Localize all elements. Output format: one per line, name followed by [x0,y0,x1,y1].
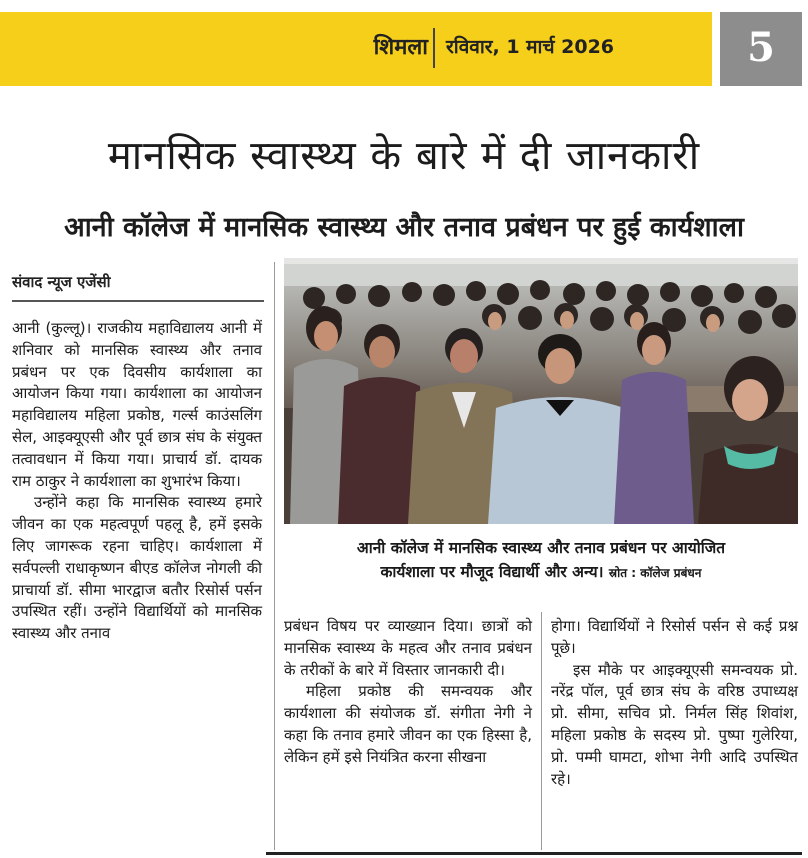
subheadline: आनी कॉलेज में मानसिक स्वास्थ्य और तनाव प्रबंधन पर हुई कार्यशाला [64,212,744,243]
column-divider [274,262,275,850]
article-column-2 [284,616,532,769]
paragraph: आनी (कुल्लू)। राजकीय महाविद्यालय आनी में शनिवार को मानसिक स्वास्थ्य और तनाव प्रबंधन पर एक दिवसीय कार्यशाला का आयोजन किया गया। कार्यशाला का आयोजन महाविद्यालय महिला प्रकोष्ठ, गर्ल्स काउंसलिंग सेल, आइक्यूएसी और पूर्व छात्र संघ के संयुक्त तत्वावधान में किया गया। प्राचार्य डॉ. दायक राम ठाकुर ने कार्यशाला का शुभारंभ किया। [12,319,262,490]
page-number-box [720,12,802,86]
photo-source: स्रोत : कॉलेज प्रबंधन [608,566,702,580]
article-column-3 [551,616,798,790]
edition-date: रविवार, 1 मार्च 2026 [446,36,615,58]
paragraph: महिला प्रकोष्ठ की समन्वयक और कार्यशाला की संयोजक डॉ. संगीता नेगी ने कहा कि तनाव हमारे जीवन का एक हिस्सा है, लेकिन हमें इसे नियंत्रित करना सीखना [284,682,532,766]
paragraph: होगा। विद्यार्थियों ने रिसोर्स पर्सन से कई प्रश्न पूछे। [551,617,798,657]
headline: मानसिक स्वास्थ्य के बारे में दी जानकारी [107,133,701,179]
paragraph: इस मौके पर आइक्यूएसी समन्वयक प्रो. नरेंद्र पॉल, पूर्व छात्र संघ के वरिष्ठ उपाध्यक्ष प्रो. सीमा, सचिव प्रो. निर्मल सिंह शिवांश, महिला प्रकोष्ठ के सदस्य प्रो. पुष्पा गुलेरिया, प्रो. पम्मी घामटा, शोभा नेगी आदि उपस्थित रहे। [551,660,798,788]
bottom-divider [266,852,802,855]
paragraph: उन्होंने कहा कि मानसिक स्वास्थ्य हमारे जीवन का एक महत्वपूर्ण पहलू है, हमें इसके लिए जागरूक रहना चाहिए। कार्यशाला में सर्वपल्ली राधाकृष्णन बीएड कॉलेज नोगली की प्राचार्या डॉ. सीमा भारद्वाज बतौर रिसोर्स पर्सन उपस्थित रहीं। उन्होंने विद्यार्थियों को मानसिक स्वास्थ्य और तनाव [12,493,262,643]
paragraph: प्रबंधन विषय पर व्याख्यान दिया। छात्रों को मानसिक स्वास्थ्य के महत्व और तनाव प्रबंधन के तरीकों के बारे में विस्तार जानकारी दी। [284,617,532,679]
page-number: 5 [747,24,775,71]
byline: संवाद न्यूज एजेंसी [12,273,111,291]
caption-text: कार्यशाला पर मौजूद विद्यार्थी और अन्य। [380,563,604,581]
byline-divider [12,300,264,302]
article-column-1 [12,318,262,645]
workshop-photo [284,258,798,524]
edition-city: शिमला [373,35,428,60]
column-divider [541,612,542,850]
header-divider [433,28,435,68]
caption-line-1: आनी कॉलेज में मानसिक स्वास्थ्य और तनाव प्रबंधन पर आयोजित [356,539,726,557]
caption-line-2 [284,560,798,585]
photo-caption [284,536,798,585]
